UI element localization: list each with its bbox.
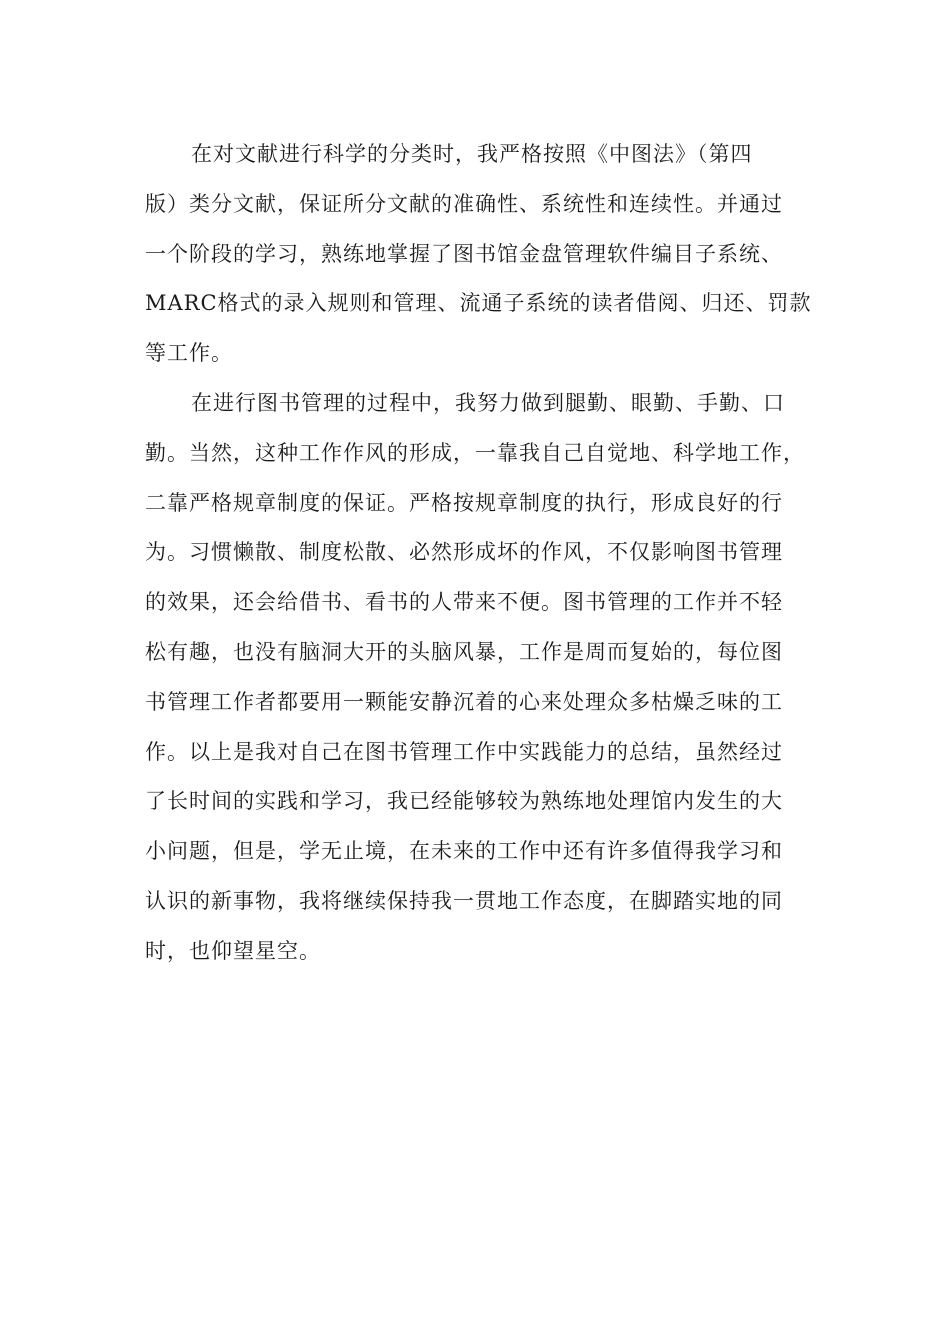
text-line: 在对文献进行科学的分类时，我严格按照《中图法》（第四 <box>191 142 753 166</box>
text-line: 的效果，还会给借书、看书的人带来不便。图书管理的工作并不轻 <box>145 590 783 615</box>
text-line: 一个阶段的学习，熟练地掌握了图书馆金盘管理软件编目子系统、 <box>145 241 783 266</box>
text-line: 认识的新事物，我将继续保持我一贯地工作态度，在脚踏实地的同 <box>145 888 783 913</box>
paragraph-classification <box>145 130 825 379</box>
text-line: 时，也仰望星空。 <box>145 938 321 963</box>
text-line: 小问题，但是，学无止境，在未来的工作中还有许多值得我学习和 <box>145 839 783 864</box>
text-line: 二靠严格规章制度的保证。严格按规章制度的执行，形成良好的行 <box>145 490 783 515</box>
paragraph-management <box>145 379 825 977</box>
text-line: 在进行图书管理的过程中，我努力做到腿勤、眼勤、手勤、口 <box>191 390 785 415</box>
text-line: 作。以上是我对自己在图书管理工作中实践能力的总结，虽然经过 <box>145 739 783 764</box>
text-line: MARC格式的录入规则和管理、流通子系统的读者借阅、归还、罚款 <box>145 291 812 316</box>
text-line: 版）类分文献，保证所分文献的准确性、系统性和连续性。并通过 <box>145 191 783 216</box>
text-line: 书管理工作者都要用一颗能安静沉着的心来处理众多枯燥乏味的工 <box>145 689 783 714</box>
text-line: 等工作。 <box>145 341 233 366</box>
text-line: 勤。当然，这种工作作风的形成，一靠我自己自觉地、科学地工作， <box>145 440 805 465</box>
body-text <box>145 130 825 977</box>
text-line: 松有趣，也没有脑洞大开的头脑风暴，工作是周而复始的，每位图 <box>145 639 783 664</box>
text-line: 为。习惯懒散、制度松散、必然形成坏的作风，不仅影响图书管理 <box>145 540 783 565</box>
text-line: 了长时间的实践和学习，我已经能够较为熟练地处理馆内发生的大 <box>145 789 783 814</box>
